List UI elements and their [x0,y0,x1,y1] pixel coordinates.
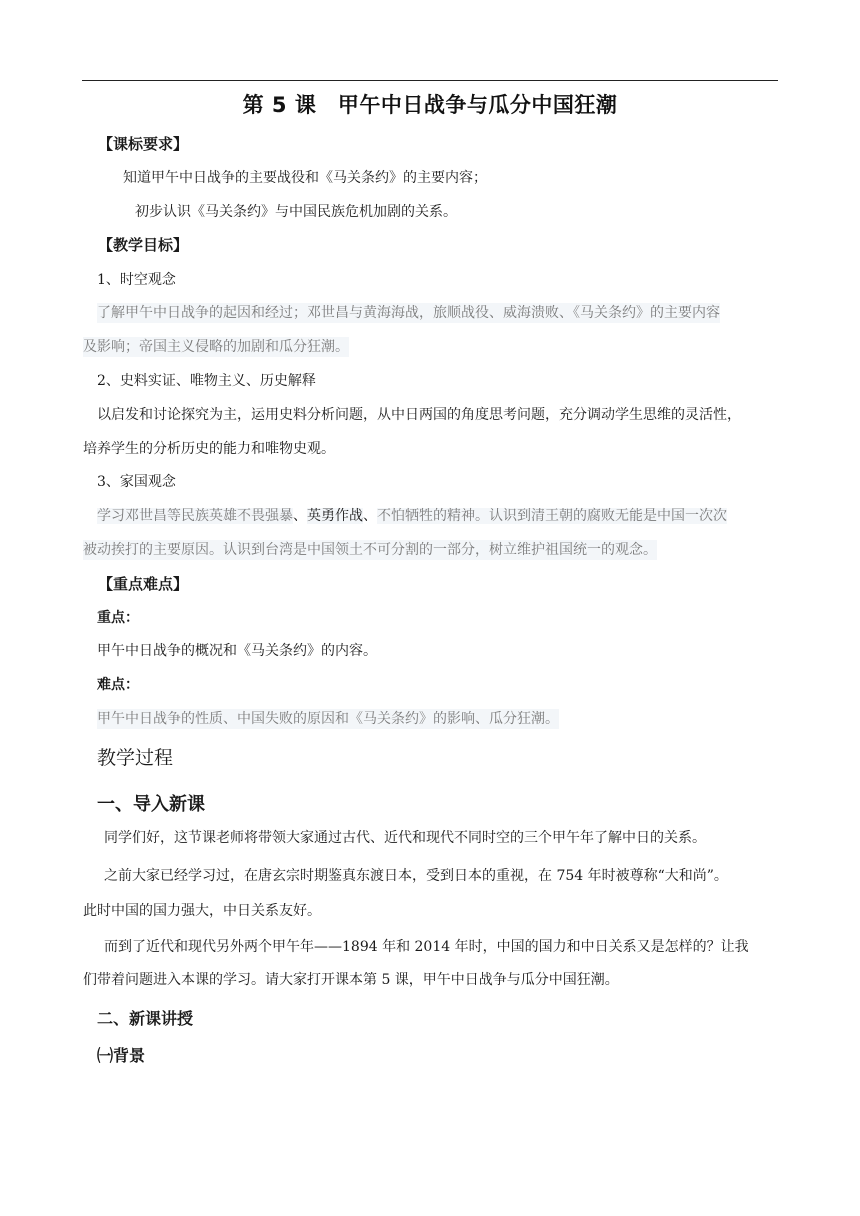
mubiao-item2-line-1: 以启发和讨论探究为主，运用史料分析问题，从中日两国的角度思考问题，充分调动学生思维的灵活性， [97,407,741,423]
section1-paragraph-3-line-2: 们带着问题进入本课的学习。请大家打开课本第 5 课，甲午中日战争与瓜分中国狂潮。 [83,972,619,988]
mubiao-item3-segment-b: 英勇作战 [307,508,363,524]
mubiao-heading: 【教学目标】 [98,236,189,254]
key-point-label: 重点： [97,610,139,626]
kebiao-line-1: 知道甲午中日战争的主要战役和《马关条约》的主要内容； [123,170,487,186]
process-heading: 教学过程 [97,747,174,769]
mubiao-item3-separator-2: 、 [363,508,377,524]
mubiao-item3-title: 3、家国观念 [97,474,176,490]
lesson-title: 第 5 课 甲午中日战争与瓜分中国狂潮 [242,93,618,117]
mubiao-item2-title: 2、史料实证、唯物主义、历史解释 [97,373,316,389]
section2-subsection-1: ㈠背景 [97,1046,146,1065]
mubiao-item2-line-2: 培养学生的分析历史的能力和唯物史观。 [83,441,335,457]
zhongdian-heading: 【重点难点】 [98,575,189,593]
mubiao-item1-line-2: 及影响；帝国主义侵略的加剧和瓜分狂潮。 [83,339,349,355]
header-rule [82,80,778,81]
section1-paragraph-3-line-1: 而到了近代和现代另外两个甲午年——1894 年和 2014 年时，中国的国力和中日关系又是怎样的？让我 [104,939,749,955]
mubiao-item3-segment-c: 不怕牺牲的精神。认识到清王朝的腐败无能是中国一次次 [377,508,727,524]
kebiao-heading: 【课标要求】 [98,135,189,153]
section1-paragraph-1: 同学们好，这节课老师将带领大家通过古代、近代和现代不同时空的三个甲午年了解中日的关系。 [104,830,706,846]
section2-title: 二、新课讲授 [97,1009,194,1028]
difficulty-text: 甲午中日战争的性质、中国失败的原因和《马关条约》的影响、瓜分狂潮。 [97,711,559,727]
difficulty-label: 难点： [97,677,139,693]
mubiao-item3-line-2: 被动挨打的主要原因。认识到台湾是中国领土不可分割的一部分，树立维护祖国统一的观念。 [83,542,657,558]
mubiao-item3-segment-a: 学习邓世昌等民族英雄不畏强暴 [97,508,293,524]
mubiao-item1-line-1: 了解甲午中日战争的起因和经过；邓世昌与黄海海战，旅顺战役、威海溃败、《马关条约》的主要内容 [97,305,720,321]
mubiao-item3-line-1 [97,506,727,526]
section1-title: 一、导入新课 [97,794,205,815]
key-point-text: 甲午中日战争的概况和《马关条约》的内容。 [97,643,377,659]
mubiao-item1-title: 1、时空观念 [97,272,176,288]
kebiao-line-2: 初步认识《马关条约》与中国民族危机加剧的关系。 [135,204,457,220]
mubiao-item3-separator-1: 、 [293,508,307,524]
section1-paragraph-2-line-2: 此时中国的国力强大，中日关系友好。 [83,903,321,919]
section1-paragraph-2-line-1: 之前大家已经学习过，在唐玄宗时期鉴真东渡日本，受到日本的重视，在 754 年时被尊称“大和尚”。 [104,868,728,884]
